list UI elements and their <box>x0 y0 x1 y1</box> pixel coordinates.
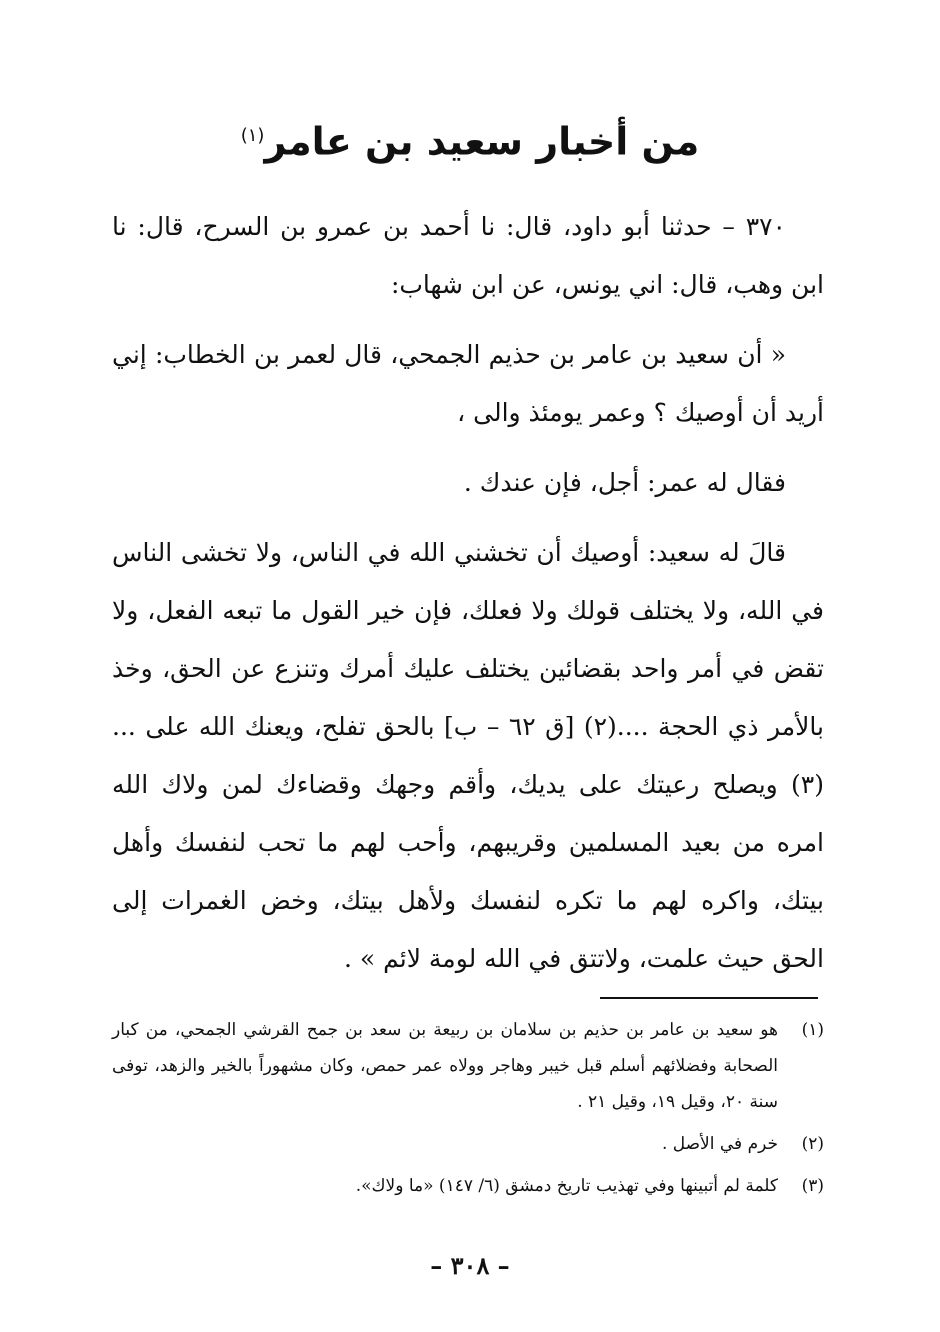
footnote-text: هو سعيد بن عامر بن حذيم بن سلامان بن ربيعة بن سعد بن جمح القرشي الجمحي، من كبار الصحابة وفضلائهم أسلم قبل خيبر وهاجر وولاه عمر حمص، وكان مشهوراً بالخير والزهد، توفى سنة ٢٠، وقيل ١٩، وقيل ٢١ . <box>112 1020 778 1112</box>
footnote-2 <box>112 1126 824 1162</box>
main-text <box>112 198 824 1000</box>
footnote-text: كلمة لم أتبينها وفي تهذيب تاريخ دمشق (٦/ ١٤٧) «ما ولاك». <box>355 1176 778 1196</box>
title-text: من أخبار سعيد بن عامر <box>264 119 700 164</box>
footnote-3 <box>112 1168 824 1204</box>
hadith-isnad-paragraph: ٣٧٠ – حدثنا أبو داود، قال: نا أحمد بن عمرو بن السرح، قال: نا ابن وهب، قال: اني يونس، عن ابن شهاب: <box>112 212 824 299</box>
title-footnote-marker: (١) <box>240 125 265 146</box>
footnote-1 <box>112 1012 824 1120</box>
footnotes-section <box>112 1012 824 1210</box>
footnote-separator <box>600 997 818 999</box>
footnote-number: (٣) <box>801 1176 824 1196</box>
page-number: – ٣٠٨ – <box>430 1251 510 1280</box>
footnote-number: (٢) <box>801 1134 824 1154</box>
section-title <box>0 108 940 170</box>
said-advice-paragraph: قالَ له سعيد: أوصيك أن تخشني الله في الناس، ولا تخشى الناس في الله، ولا يختلف قولك ولا فعلك، فإن خير القول ما تبعه الفعل، ولا تقض في أمر واحد بقضائين يختلف عليك أمرك وتنزع عن الحق، وخذ بالأمر ذي الحجة ....(٢) [ق ٦٢ – ب] بالحق تفلح، ويعنك الله على ...(٣) ويصلح رعيتك على يديك، وأقم وجهك وقضاءك لمن ولاك الله امره من بعيد المسلمين وقريبهم، وأحب لهم ما تحب لنفسك وأهل بيتك، واكره لهم ما تكره لنفسك ولأهل بيتك، وخض الغمرات إلى الحق حيث علمت، ولاتتق في الله لومة لائم » . <box>112 538 824 973</box>
footnote-number: (١) <box>801 1020 824 1040</box>
footnote-text: خرم في الأصل . <box>661 1134 778 1154</box>
umar-reply-paragraph: فقال له عمر: أجل، فإن عندك . <box>463 468 786 497</box>
hadith-opening-paragraph: « أن سعيد بن عامر بن حذيم الجمحي، قال لعمر بن الخطاب: إني أريد أن أوصيك ؟ وعمر يومئذ والى ، <box>112 340 824 427</box>
